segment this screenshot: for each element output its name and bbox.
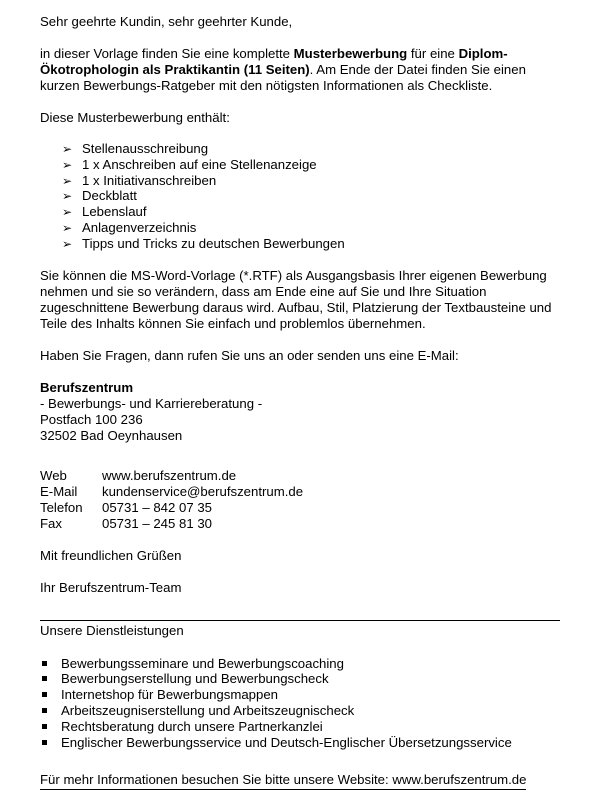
list-item: ➢ Lebenslauf	[62, 204, 147, 220]
list-item: Internetshop für Bewerbungsmappen	[42, 687, 560, 703]
divider	[40, 620, 560, 621]
list-item: Bewerbungsseminare und Bewerbungscoaching	[42, 656, 560, 672]
list-item: Rechtsberatung durch unsere Partnerkanzlei	[42, 719, 560, 735]
intro-text-2: für eine	[407, 46, 459, 61]
arrow-bullet-icon: ➢	[62, 236, 73, 251]
square-bullet-icon	[42, 708, 47, 713]
contact-table	[40, 468, 303, 532]
postbox: Postfach 100 236	[40, 411, 143, 427]
footer-website-line[interactable]: Für mehr Informationen besuchen Sie bitte unsere Website: www.berufszentrum.de	[40, 772, 526, 790]
list-item: ➢ 1 x Anschreiben auf eine Stellenanzeige	[62, 156, 317, 172]
arrow-bullet-icon: ➢	[62, 173, 73, 188]
contact-row-phone: Telefon 05731 – 842 07 35	[40, 500, 303, 516]
services-heading: Unsere Dienstleistungen	[40, 622, 184, 638]
closing: Mit freundlichen Grüßen	[40, 547, 182, 563]
signature: Ihr Berufszentrum-Team	[40, 579, 182, 595]
arrow-bullet-icon: ➢	[62, 205, 73, 220]
address-block	[40, 380, 560, 444]
phone-value: 05731 – 842 07 35	[102, 499, 213, 515]
contact-row-web: Web www.berufszentrum.de	[40, 468, 303, 484]
email-link[interactable]: kundenservice@berufszentrum.de	[102, 483, 304, 499]
web-link[interactable]: www.berufszentrum.de	[102, 467, 237, 483]
square-bullet-icon	[42, 740, 47, 745]
greeting: Sehr geehrte Kundin, sehr geehrter Kunde,	[40, 14, 293, 29]
city: 32502 Bad Oeynhausen	[40, 427, 183, 443]
list-item: ➢ 1 x Initiativanschreiben	[62, 172, 217, 188]
list-item: ➢ Deckblatt	[62, 188, 137, 204]
list-item: ➢ Anlagenverzeichnis	[62, 219, 197, 235]
arrow-bullet-icon: ➢	[62, 220, 73, 235]
intro-bold-1: Musterbewerbung	[293, 46, 408, 61]
contact-row-fax: Fax 05731 – 245 81 30	[40, 516, 303, 532]
square-bullet-icon	[42, 676, 47, 681]
intro-text-1: in dieser Vorlage finden Sie eine komplette	[40, 46, 294, 61]
intro-text-3: . Am Ende der Datei finden Sie einen kurzen Bewerbungs-Ratgeber mit den nötigsten Informationen als Checkliste.	[40, 62, 526, 93]
square-bullet-icon	[42, 692, 47, 697]
arrow-bullet-icon: ➢	[62, 157, 73, 172]
square-bullet-icon	[42, 724, 47, 729]
contents-heading: Diese Musterbewerbung enthält:	[40, 110, 230, 125]
list-item: Arbeitszeugniserstellung und Arbeitszeugnischeck	[42, 703, 560, 719]
list-item: ➢ Stellenausschreibung	[62, 141, 209, 156]
list-item: ➢ Tipps und Tricks zu deutschen Bewerbungen	[62, 235, 345, 251]
contact-row-email: E-Mail kundenservice@berufszentrum.de	[40, 483, 304, 499]
body-paragraph: Sie können die MS-Word-Vorlage (*.RTF) als Ausgangsbasis Ihrer eigenen Bewerbung nehmen und sie so verändern, dass am Ende eine auf Sie und Ihre Situation zugeschnittene Bewerbung daraus wird. Aufbau, Stil, Platzierung der Textbausteine und Teile des Inhalts können Sie einfach und problemlos übernehmen.	[40, 267, 552, 331]
services-list	[40, 656, 560, 751]
company-name: Berufszentrum	[40, 379, 134, 395]
square-bullet-icon	[42, 661, 47, 666]
questions-text: Haben Sie Fragen, dann rufen Sie uns an oder senden uns eine E-Mail:	[40, 347, 459, 363]
intro-paragraph	[40, 46, 560, 94]
list-item: Bewerbungserstellung und Bewerbungscheck	[42, 671, 560, 687]
arrow-bullet-icon: ➢	[62, 189, 73, 204]
document-page	[40, 14, 560, 790]
contents-list	[40, 141, 560, 252]
arrow-bullet-icon: ➢	[62, 142, 73, 156]
fax-value: 05731 – 245 81 30	[102, 515, 213, 531]
intro-bold-2: Diplom-Ökotrophologin als Praktikantin (11 Seiten)	[40, 46, 508, 77]
company-subtitle: - Bewerbungs- und Karriereberatung -	[40, 395, 263, 411]
list-item: Englischer Bewerbungsservice und Deutsch-Englischer Übersetzungsservice	[42, 735, 560, 751]
